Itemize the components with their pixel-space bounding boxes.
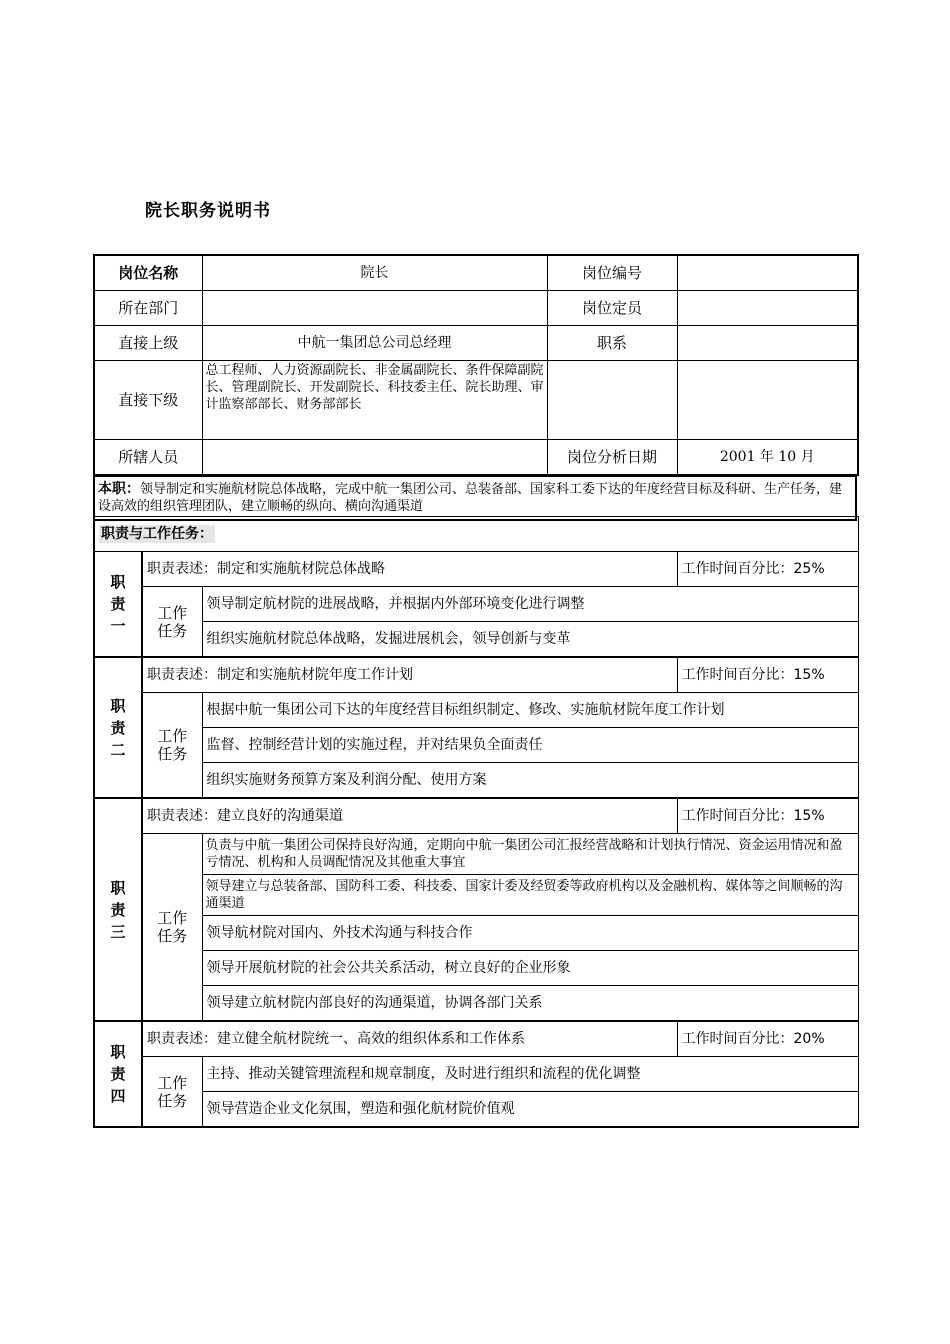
document-title: 院长职务说明书	[145, 201, 271, 221]
position-name-value: 院长	[202, 255, 547, 291]
duty-label	[94, 1021, 142, 1127]
task-label-text: 工作任务	[157, 1073, 188, 1110]
task-item: 领导制定航材院的进展战略，并根据内外部环境变化进行调整	[202, 587, 858, 622]
task-label	[142, 834, 202, 1022]
duty-label-text: 职责四	[110, 1043, 126, 1105]
duties-header	[94, 517, 858, 552]
department-value	[202, 291, 547, 326]
position-info-table	[93, 254, 859, 476]
subordinates-extra-cell-2	[677, 361, 858, 440]
duties-header-text: 职责与工作任务：	[101, 525, 213, 542]
duty-description: 职责表述：制定和实施航材院总体战略	[142, 552, 677, 587]
staff-value	[202, 440, 547, 476]
headcount-label: 岗位定员	[547, 291, 677, 326]
duty-label-text: 职责一	[110, 573, 126, 635]
duty-description: 职责表述：建立健全航材院统一、高效的组织体系和工作体系	[142, 1021, 677, 1057]
position-name-label: 岗位名称	[94, 255, 202, 291]
superior-value: 中航一集团总公司总经理	[202, 326, 547, 361]
task-item: 领导建立与总装备部、国防科工委、科技委、国家计委及经贸委等政府机构以及金融机构、媒体等之间顺畅的沟通渠道	[202, 875, 858, 916]
task-item: 监督、控制经营计划的实施过程，并对结果负全面责任	[202, 728, 858, 763]
task-label	[142, 1057, 202, 1128]
summary-label: 本职：	[98, 481, 140, 497]
duty-time-percentage: 工作时间百分比：15%	[677, 657, 858, 693]
department-label: 所在部门	[94, 291, 202, 326]
task-label-text: 工作任务	[157, 909, 188, 945]
duty-time-percentage: 工作时间百分比：20%	[677, 1021, 858, 1057]
duty-label	[94, 552, 142, 658]
duty-time-percentage: 工作时间百分比：25%	[677, 552, 858, 587]
analysis-date-label: 岗位分析日期	[547, 440, 677, 476]
superior-label: 直接上级	[94, 326, 202, 361]
headcount-value	[677, 291, 858, 326]
task-label	[142, 693, 202, 799]
task-label	[142, 587, 202, 658]
summary-text: 领导制定和实施航材院总体战略，完成中航一集团公司、总装备部、国家科工委下达的年度经营目标及科研、生产任务，建设高效的组织管理团队，建立顺畅的纵向、横向沟通渠道	[98, 482, 843, 514]
duty-time-percentage: 工作时间百分比：15%	[677, 798, 858, 834]
task-label-text: 工作任务	[157, 603, 188, 640]
task-item: 领导营造企业文化氛围，塑造和强化航材院价值观	[202, 1092, 858, 1128]
duty-description: 职责表述：制定和实施航材院年度工作计划	[142, 657, 677, 693]
analysis-date-value: 2001 年 10 月	[677, 440, 858, 476]
task-item: 领导建立航材院内部良好的沟通渠道，协调各部门关系	[202, 986, 858, 1022]
task-label-text: 工作任务	[157, 727, 188, 763]
task-item: 主持、推动关键管理流程和规章制度，及时进行组织和流程的优化调整	[202, 1057, 858, 1092]
summary-cell	[94, 476, 856, 520]
task-item: 领导开展航材院的社会公共关系活动，树立良好的企业形象	[202, 951, 858, 986]
duties-table	[93, 516, 859, 1128]
subordinates-label: 直接下级	[94, 361, 202, 440]
duty-label-text: 职责二	[110, 696, 126, 759]
summary-table	[93, 475, 857, 521]
task-item: 根据中航一集团公司下达的年度经营目标组织制定、修改、实施航材院年度工作计划	[202, 693, 858, 728]
duty-description: 职责表述：建立良好的沟通渠道	[142, 798, 677, 834]
task-item: 领导航材院对国内、外技术沟通与科技合作	[202, 916, 858, 951]
rank-label: 职系	[547, 326, 677, 361]
duty-label	[94, 798, 142, 1021]
duty-label-text: 职责三	[110, 878, 126, 941]
subordinates-value: 总工程师、人力资源副院长、非金属副院长、条件保障副院长、管理副院长、开发副院长、科技委主任、院长助理、审计监察部部长、财务部部长	[202, 361, 547, 440]
task-item: 组织实施航材院总体战略，发掘进展机会，领导创新与变革	[202, 622, 858, 658]
duty-label	[94, 657, 142, 798]
subordinates-extra-cell	[547, 361, 677, 440]
task-item: 组织实施财务预算方案及利润分配、使用方案	[202, 763, 858, 799]
rank-value	[677, 326, 858, 361]
position-code-label: 岗位编号	[547, 255, 677, 291]
position-code-value	[677, 255, 858, 291]
staff-label: 所辖人员	[94, 440, 202, 476]
task-item: 负责与中航一集团公司保持良好沟通，定期向中航一集团公司汇报经营战略和计划执行情况、资金运用情况和盈亏情况、机构和人员调配情况及其他重大事宜	[202, 834, 858, 875]
